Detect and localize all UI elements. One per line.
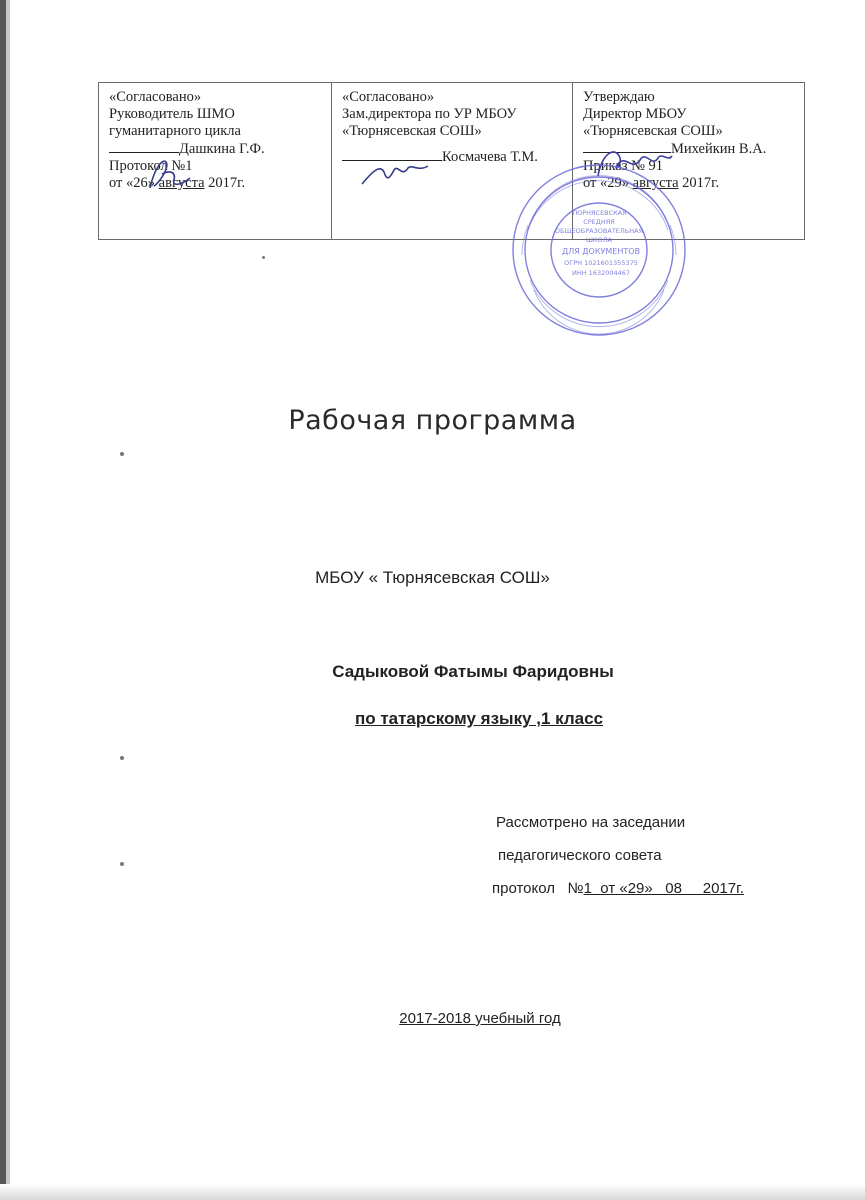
approval-director-heading: Утверждаю	[583, 89, 655, 105]
school-name: МБОУ « Тюрнясевская СОШ»	[315, 568, 550, 587]
scan-edge-bottom	[0, 1184, 865, 1200]
signature-kosmacheva	[358, 158, 433, 190]
approval-shmo-signer: Дашкина Г.Ф.	[109, 140, 323, 158]
approval-shmo-date: от «26» августа 2017г.	[109, 175, 246, 191]
approval-shmo-cycle: гуманитарного цикла	[109, 123, 241, 139]
approval-shmo-cell	[99, 83, 332, 240]
approval-director-order: Приказ № 91	[583, 158, 664, 174]
approval-deputy-position: Зам.директора по УР МБОУ	[342, 106, 517, 122]
academic-year: 2017-2018 учебный год	[399, 1010, 561, 1027]
seal-label: ДЛЯ ДОКУМЕНТОВ	[561, 247, 641, 256]
approval-table	[98, 82, 805, 240]
scan-speck	[120, 452, 124, 456]
seal-inner-line1: ТЮРНЯСЕВСКАЯ	[571, 209, 627, 217]
approval-shmo-heading: «Согласовано»	[109, 89, 202, 105]
school-seal	[508, 160, 690, 340]
seal-inner-line2: СРЕДНЯЯ	[583, 218, 615, 226]
signature-dashkina	[140, 150, 200, 195]
approval-shmo-position: Руководитель ШМО	[109, 106, 235, 122]
seal-inner-line3: ОБЩЕОБРАЗОВАТЕЛЬНАЯ	[554, 227, 644, 235]
scan-speck	[120, 756, 124, 760]
review-line1: Рассмотрено на заседании	[496, 814, 686, 831]
subject-line: по татарскому языку ,1 класс	[354, 709, 604, 728]
seal-inn: ИНН 1632004467	[571, 269, 631, 277]
approval-director-school: «Тюрнясевская СОШ»	[583, 123, 723, 139]
scan-speck	[262, 256, 265, 259]
review-line2: педагогического совета	[498, 847, 662, 864]
seal-ogrn: ОГРН 1021601355375	[564, 259, 638, 267]
teacher-name: Садыковой Фатымы Фаридовны	[332, 662, 614, 681]
approval-deputy-signer: Космачева Т.М.	[342, 148, 564, 166]
seal-inner-line4: ШКОЛА	[585, 236, 613, 244]
approval-shmo-protocol: Протокол №1	[109, 158, 193, 174]
approval-deputy-heading: «Согласовано»	[342, 89, 435, 105]
review-protocol: протокол №1 от «29» 08 2017г.	[492, 880, 744, 897]
approval-deputy-school: «Тюрнясевская СОШ»	[342, 123, 482, 139]
approval-director-signer: Михейкин В.А.	[583, 140, 796, 158]
review-block	[488, 806, 744, 905]
scan-speck	[120, 862, 124, 866]
page-title: Рабочая программа	[288, 405, 577, 436]
approval-director-date: от «29» августа 2017г.	[583, 175, 720, 191]
approval-director-position: Директор МБОУ	[583, 106, 687, 122]
